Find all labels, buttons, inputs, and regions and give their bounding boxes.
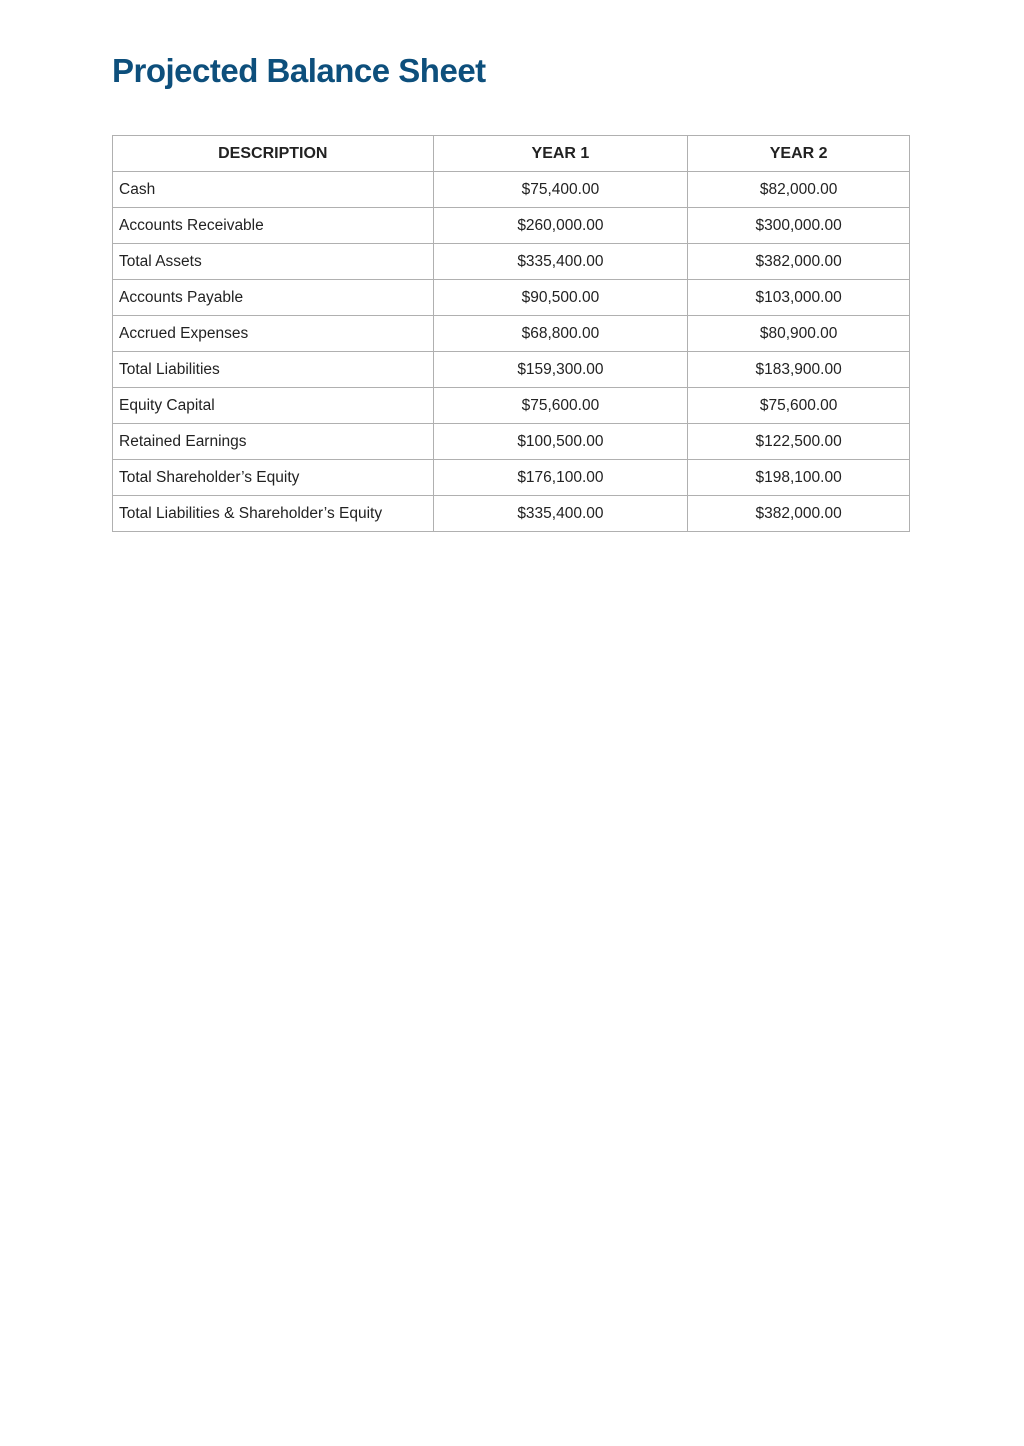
table-row: [113, 244, 910, 280]
cell-year-2: $183,900.00: [688, 352, 910, 388]
cell-year-1: $260,000.00: [433, 208, 688, 244]
cell-description: Accounts Receivable: [113, 208, 434, 244]
cell-year-2: $198,100.00: [688, 460, 910, 496]
cell-year-2: $382,000.00: [688, 244, 910, 280]
page-title: Projected Balance Sheet: [112, 52, 486, 89]
cell-year-2: $80,900.00: [688, 316, 910, 352]
cell-year-1: $100,500.00: [433, 424, 688, 460]
cell-description: Accounts Payable: [113, 280, 434, 316]
table-row: [113, 280, 910, 316]
cell-year-1: $176,100.00: [433, 460, 688, 496]
table-row: [113, 424, 910, 460]
table-row: [113, 388, 910, 424]
cell-description: Cash: [113, 172, 434, 208]
cell-year-1: $335,400.00: [433, 496, 688, 532]
table-row: [113, 316, 910, 352]
cell-description: Total Assets: [113, 244, 434, 280]
table-row: [113, 352, 910, 388]
header-year-1: YEAR 1: [433, 136, 688, 172]
cell-year-1: $75,400.00: [433, 172, 688, 208]
cell-year-1: $68,800.00: [433, 316, 688, 352]
balance-sheet-table: [112, 135, 910, 532]
header-description: DESCRIPTION: [113, 136, 434, 172]
cell-year-1: $90,500.00: [433, 280, 688, 316]
cell-year-1: $75,600.00: [433, 388, 688, 424]
cell-description: Accrued Expenses: [113, 316, 434, 352]
cell-year-2: $82,000.00: [688, 172, 910, 208]
cell-year-1: $159,300.00: [433, 352, 688, 388]
cell-year-2: $75,600.00: [688, 388, 910, 424]
table-row: [113, 496, 910, 532]
table-row: [113, 208, 910, 244]
cell-year-2: $122,500.00: [688, 424, 910, 460]
cell-description: Total Liabilities: [113, 352, 434, 388]
table-row: [113, 172, 910, 208]
cell-year-2: $382,000.00: [688, 496, 910, 532]
table-row: [113, 460, 910, 496]
cell-year-2: $103,000.00: [688, 280, 910, 316]
header-year-2: YEAR 2: [688, 136, 910, 172]
cell-year-1: $335,400.00: [433, 244, 688, 280]
cell-description: Equity Capital: [113, 388, 434, 424]
cell-year-2: $300,000.00: [688, 208, 910, 244]
cell-description: Total Liabilities & Shareholder’s Equity: [113, 496, 434, 532]
cell-description: Total Shareholder’s Equity: [113, 460, 434, 496]
table-header-row: [113, 136, 910, 172]
cell-description: Retained Earnings: [113, 424, 434, 460]
